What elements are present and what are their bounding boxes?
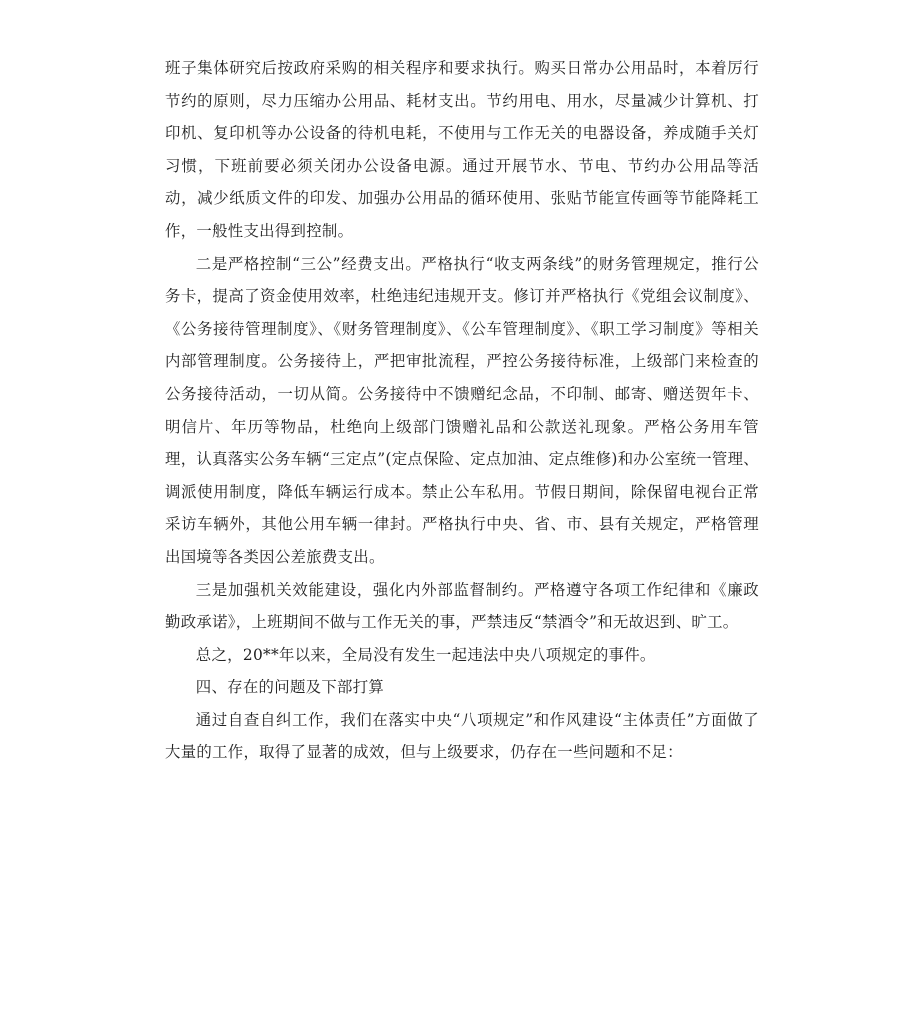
paragraph-three-public-expenses: 二是严格控制“三公”经费支出。严格执行“收支两条线”的财务管理规定，推行公务卡，提高了资金使用效率，杜绝违纪违规开支。修订并严格执行《党组会议制度》、《公务接待管理制度》、《财务管理制度》、《公车管理制度》、《职工学习制度》等相关内部管理制度。公务接待上，严把审批流程，严控公务接待标准，上级部门来检查的公务接待活动，一切从简。公务接待中不馈赠纪念品，不印制、邮寄、赠送贺年卡、明信片、年历等物品，杜绝向上级部门馈赠礼品和公款送礼现象。严格公务用车管理，认真落实公务车辆“三定点”(定点保险、定点加油、定点维修)和办公室统一管理、调派使用制度，降低车辆运行成本。禁止公车私用。节假日期间，除保留电视台正常采访车辆外，其他公用车辆一律封。严格执行中央、省、市、县有关规定，严格管理出国境等各类因公差旅费支出。	[165, 254, 759, 566]
paragraph-self-inspection: 通过自查自纠工作，我们在落实中央“八项规定”和作风建设“主体责任”方面做了大量的工作，取得了显著的成效，但与上级要求，仍存在一些问题和不足：	[165, 710, 759, 762]
section-heading-problems: 四、存在的问题及下部打算	[195, 678, 385, 697]
paragraph-summary: 总之，20**年以来，全局没有发生一起违法中央八项规定的事件。	[195, 645, 656, 664]
document-body	[165, 52, 759, 769]
paragraph-efficiency-building: 三是加强机关效能建设，强化内外部监督制约。严格遵守各项工作纪律和《廉政勤政承诺》，上班期间不做与工作无关的事，严禁违反“禁酒令”和无故迟到、旷工。	[165, 580, 759, 632]
paragraph-procurement-continued: 班子集体研究后按政府采购的相关程序和要求执行。购买日常办公用品时，本着厉行节约的原则，尽力压缩办公用品、耗材支出。节约用电、用水，尽量减少计算机、打印机、复印机等办公设备的待机电耗，不使用与工作无关的电器设备，养成随手关灯习惯，下班前要必须关闭办公设备电源。通过开展节水、节电、节约办公用品等活动，减少纸质文件的印发、加强办公用品的循环使用、张贴节能宣传画等节能降耗工作，一般性支出得到控制。	[165, 59, 759, 240]
